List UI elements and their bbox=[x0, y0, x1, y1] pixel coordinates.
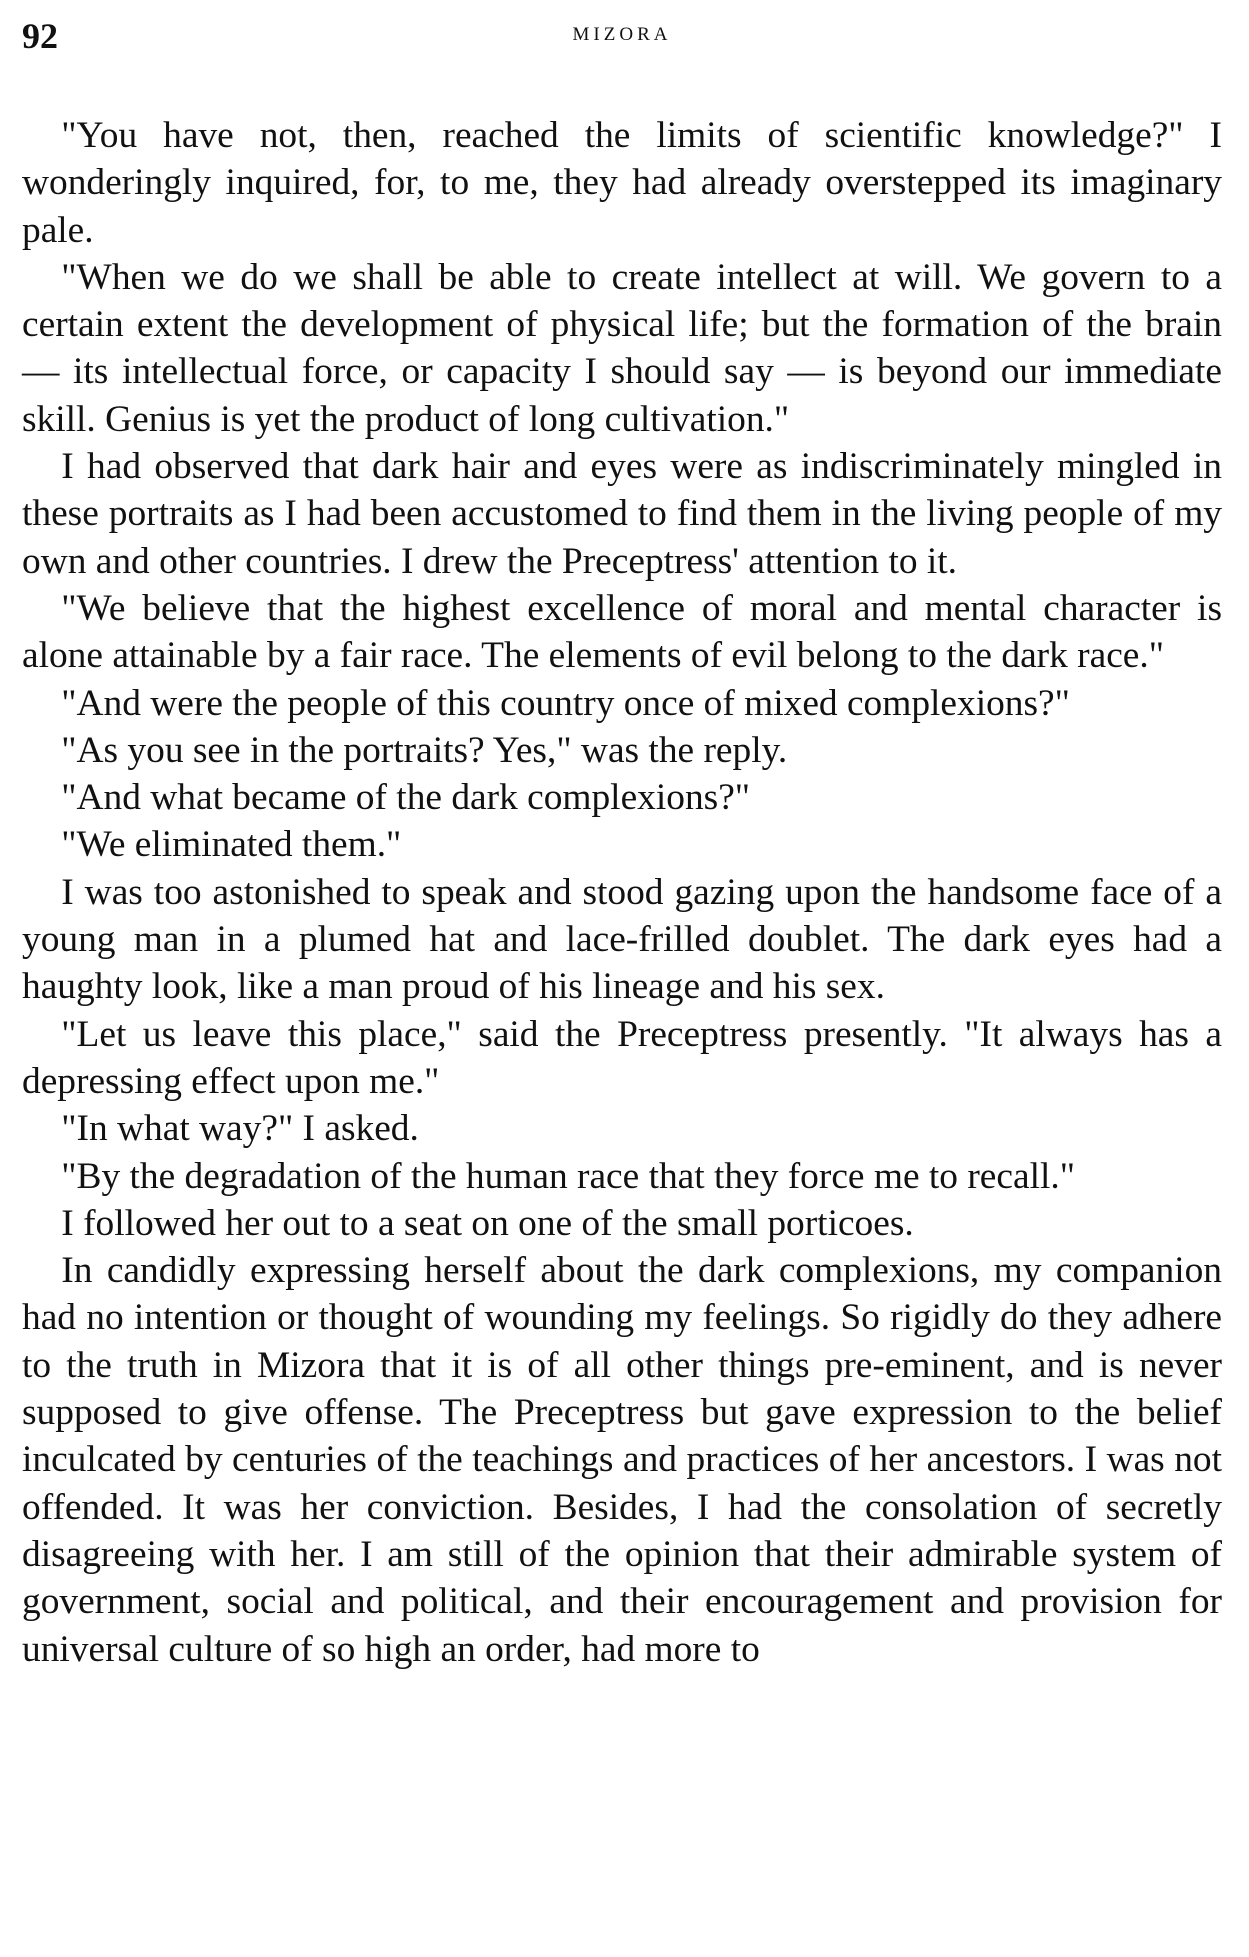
page-header bbox=[22, 14, 1222, 66]
paragraph: I was too astonished to speak and stood gazing upon the handsome face of a young man in a plumed hat and lace-frilled doublet. The dark eyes had a haughty look, like a man proud of his lineage and his sex. bbox=[22, 871, 1222, 1008]
paragraph: In candidly expressing herself about the dark complexions, my companion had no intention or thought of wounding my feelings. So rigidly do they adhere to the truth in Mizora that it is of all other things pre-eminent, and is never supposed to give offense. The Preceptress but gave expression to the belief inculcated by centuries of the teachings and practices of her ancestors. I was not offended. It was her conviction. Besides, I had the consolation of secretly disagreeing with her. I am still of the opinion that their admirable system of government, social and political, and their encouragement and provision for universal culture of so high an order, had more to bbox=[22, 1250, 1222, 1670]
page-number: 92 bbox=[22, 16, 58, 56]
paragraph: I had observed that dark hair and eyes were as indiscriminately mingled in these portraits as I had been accustomed to find them in the living people of my own and other countries. I drew the Preceptress' attention to it. bbox=[22, 446, 1222, 582]
paragraph: "As you see in the portraits? Yes," was the reply. bbox=[61, 729, 788, 771]
body-text bbox=[22, 112, 1222, 1673]
paragraph: "And what became of the dark complexions?" bbox=[61, 777, 751, 819]
paragraph: "You have not, then, reached the limits of scientific knowledge?" I wonderingly inquired, for, to me, they had already overstepped its imaginary pale. bbox=[22, 115, 1222, 251]
paragraph: "And were the people of this country once of mixed complexions?" bbox=[61, 682, 1070, 724]
running-title: MIZORA bbox=[572, 24, 672, 45]
paragraph: I followed her out to a seat on one of the small porticoes. bbox=[61, 1202, 914, 1244]
paragraph: "By the degradation of the human race that they force me to recall." bbox=[61, 1155, 1075, 1197]
paragraph: "Let us leave this place," said the Preceptress presently. "It always has a depressing effect upon me." bbox=[22, 1013, 1222, 1102]
paragraph: "When we do we shall be able to create intellect at will. We govern to a certain extent the development of physical life; but the formation of the brain — its intellectual force, or capacity I should say — is beyond our immediate skill. Genius is yet the product of long cultivation." bbox=[22, 256, 1222, 440]
paragraph: "We believe that the highest excellence of moral and mental character is alone attainable by a fair race. The elements of evil belong to the dark race." bbox=[22, 587, 1222, 677]
paragraph: "In what way?" I asked. bbox=[61, 1108, 419, 1150]
book-page bbox=[22, 14, 1222, 1673]
paragraph: "We eliminated them." bbox=[61, 824, 402, 866]
